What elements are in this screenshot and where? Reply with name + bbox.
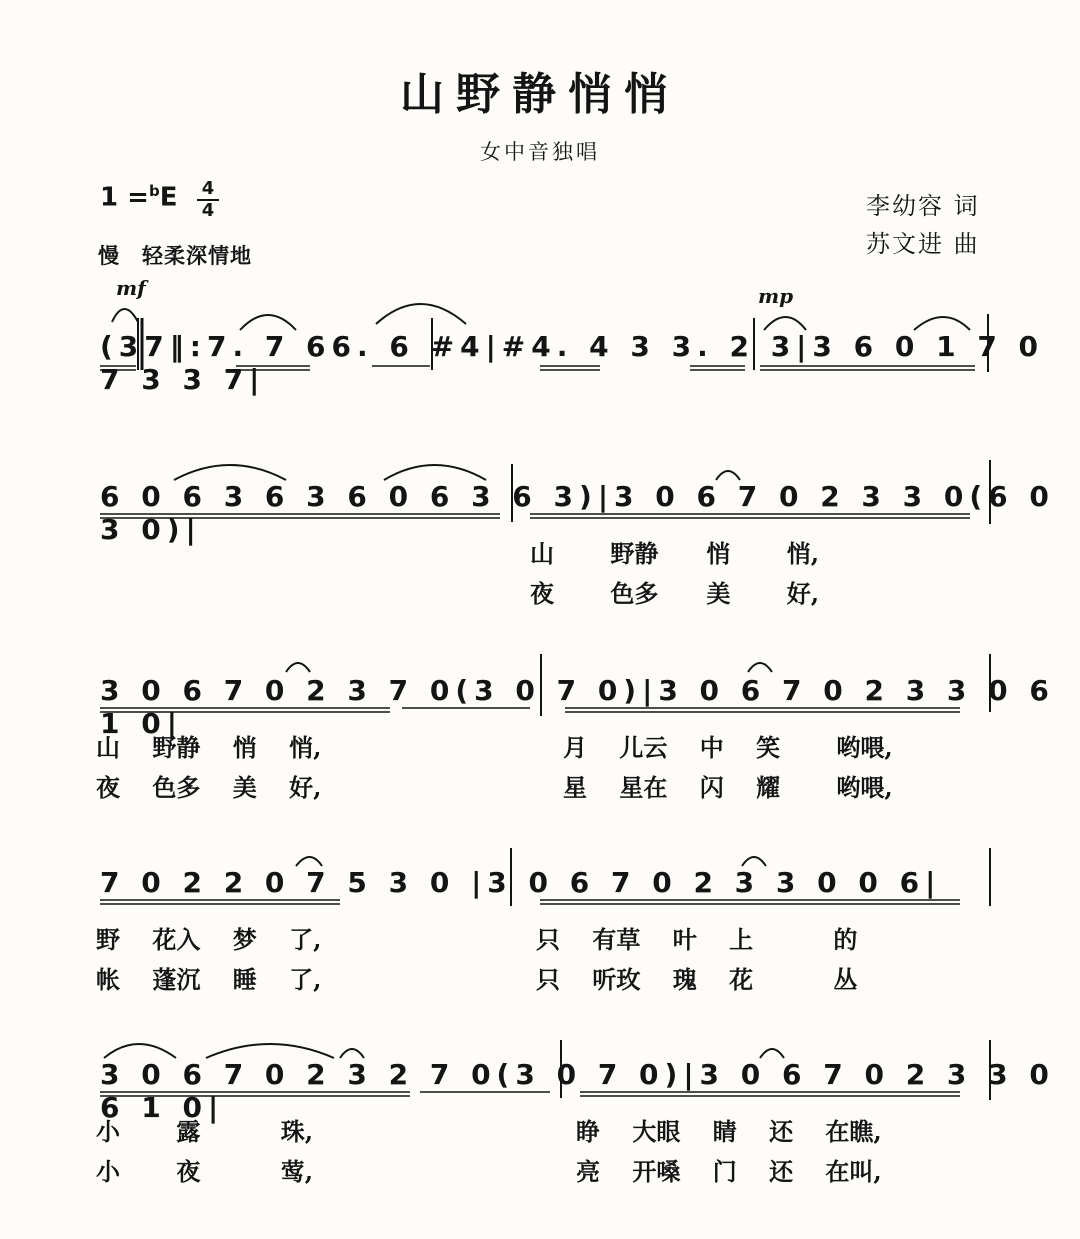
key-note: E <box>159 182 178 213</box>
dynamic-mp: mp <box>758 284 794 308</box>
notation-line-1: (37‖:7. 7 66. 6 #4|#4. 4 3 3. 2 3|3 6 0 1 7 0 7 3 3 7| <box>100 330 1045 396</box>
lyric-4-right-verse-1: 只 有草 叶 上 的 <box>536 925 858 954</box>
song-subtitle: 女中音独唱 <box>480 140 600 164</box>
song-title: 山野静悄悄 <box>400 69 680 120</box>
lyric-4-right-verse-2: 只 听玫 瑰 花 丛 <box>536 965 858 994</box>
lyric-5-left-verse-1: 小 露 珠, <box>96 1117 314 1146</box>
notation-line-2: 6 0 6 3 6 3 6 0 6 3 6 3)|3 0 6 7 0 2 3 3 0(6 0 3 0)| <box>100 480 1055 546</box>
notation-line-3: 3 0 6 7 0 2 3 7 0(3 0 7 0)|3 0 6 7 0 2 3 3 0 6 1 0| <box>100 674 1055 740</box>
key-flat: b <box>148 182 160 200</box>
bar-lines <box>138 314 990 1100</box>
lyric-5-right-verse-2: 亮 开嗓 门 还 在叫, <box>576 1157 882 1186</box>
lyricist-credit: 李幼容 词 <box>866 192 980 220</box>
lyric-3-right-verse-2: 星 星在 闪 耀 哟喂, <box>563 773 893 802</box>
time-bottom: 4 <box>201 200 215 221</box>
notation-line-4: 7 0 2 2 0 7 5 3 0 |3 0 6 7 0 2 3 3 0 0 6| <box>100 866 942 899</box>
tempo-marking: 慢 轻柔深情地 <box>98 244 252 268</box>
lyric-5-right-verse-1: 睁 大眼 睛 还 在瞧, <box>576 1117 882 1146</box>
lyric-3-left-verse-1: 山 野静 悄 悄, <box>96 733 322 762</box>
lyric-4-left-verse-2: 帐 蓬沉 睡 了, <box>96 965 322 994</box>
lyric-5-left-verse-2: 小 夜 莺, <box>96 1157 314 1186</box>
beam-underlines <box>100 366 975 1096</box>
lyric-2-verse-1: 山 野静 悄 悄, <box>530 539 820 568</box>
lyric-3-left-verse-2: 夜 色多 美 好, <box>96 773 322 802</box>
lyric-4-left-verse-1: 野 花入 梦 了, <box>96 925 322 954</box>
notation-line-5: 3 0 6 7 0 2 3 2 7 0(3 0 7 0)|3 0 6 7 0 2 3 3 0 6 1 0| <box>100 1058 1055 1124</box>
key-prefix: 1 = <box>100 182 149 213</box>
lyric-3-right-verse-1: 月 儿云 中 笑 哟喂, <box>563 733 893 762</box>
time-top: 4 <box>201 178 215 199</box>
lyric-2-verse-2: 夜 色多 美 好, <box>530 579 820 608</box>
composer-credit: 苏文进 曲 <box>866 230 980 258</box>
dynamic-mf: mf <box>116 276 146 300</box>
slurs <box>104 304 970 1058</box>
